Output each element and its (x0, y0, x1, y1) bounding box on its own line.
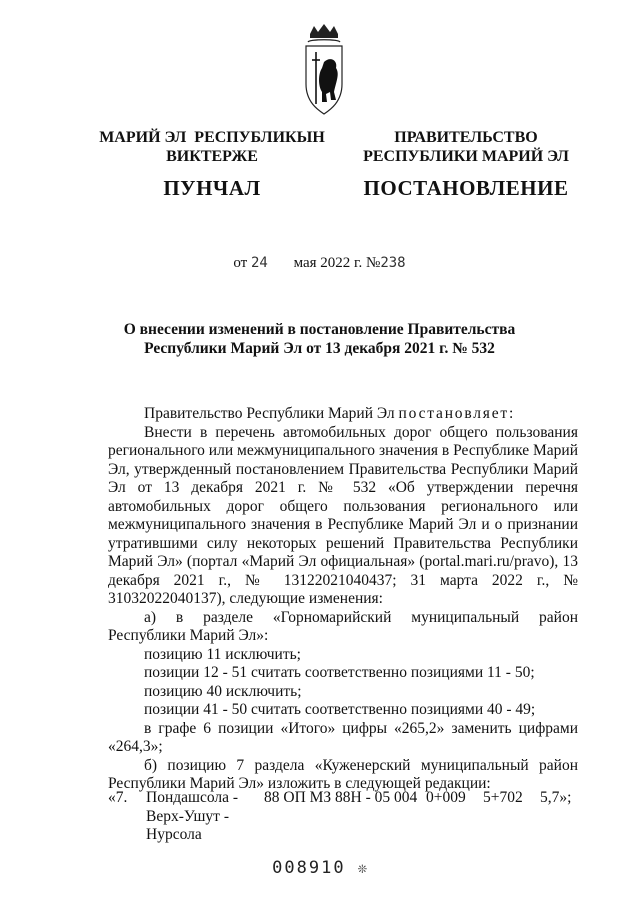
entry-length: 5,7»; (540, 789, 572, 806)
paragraph-a: а) в разделе «Горномарийский муниципальный район Республики Марий Эл»: (108, 608, 578, 644)
title-line2: Республики Марий Эл от 13 декабря 2021 г. № 532 (144, 340, 495, 357)
entry-end-km: 5+702 (483, 789, 523, 806)
entry-name-line1: Пондашсола - (146, 789, 239, 806)
coat-of-arms-emblem (300, 22, 348, 118)
entry-road-name (146, 789, 238, 845)
date-day: 24 (250, 255, 268, 271)
header-left-doc-type: ПУНЧАЛ (163, 176, 261, 200)
date-prefix: от (233, 255, 248, 271)
stamp-mark-icon: ❊ (357, 859, 367, 877)
paragraph-a2: позиции 12 - 51 считать соответственно позициями 11 - 50; (144, 664, 535, 681)
header-right-doc-type: ПОСТАНОВЛЕНИЕ (363, 176, 569, 200)
intro-spaced-word: постановляет: (398, 405, 516, 422)
header-left-line1: МАРИЙ ЭЛ РЕСПУБЛИКЫН (99, 129, 325, 146)
date-month-year: мая 2022 г. № (293, 255, 381, 271)
entry-start-km: 0+009 (426, 789, 466, 806)
header-right (326, 128, 606, 201)
serial-number: 008910 (272, 858, 346, 878)
paragraph-main: Внести в перечень автомобильных дорог общего пользования регионального или межмуниципального значения в Республике Марий Эл, утвержденный постановлением Правительства Республики Марий Эл от 13 декабря 2021 г. № 532 «Об утверждении перечня автомобильных дорог общего пользования регионального или межмуниципального значения в Республике Марий Эл и о признании утратившими силу некоторых решений Правительства Республики Марий Эл» (портал «Марий Эл официальная» (portal.mari.ru/pravo), 13 декабря 2021 г., № 13122021040437; 31 марта 2022 г., № 31032022040137), следующие изменения: (108, 423, 578, 607)
document-body (108, 405, 578, 794)
entry-name-line3: Нурсола (146, 826, 202, 843)
entry-name-line2: Верх-Ушут - (146, 807, 229, 825)
paragraph-a4: позиции 41 - 50 считать соответственно позициями 40 - 49; (144, 701, 536, 718)
document-number: 238 (380, 255, 406, 271)
header-left-line2: ВИКТЕРЖЕ (166, 148, 258, 165)
paragraph-a5: в графе 6 позиции «Итого» цифры «265,2» заменить цифрами «264,3»; (108, 719, 578, 755)
serial-stamp (0, 858, 639, 878)
intro-paragraph (108, 405, 578, 424)
paragraph-a1: позицию 11 исключить; (144, 645, 301, 663)
paragraph-b: б) позицию 7 раздела «Куженерский муниципальный район Республики Марий Эл» изложить в следующей редакции: (108, 756, 578, 792)
header-right-line2: РЕСПУБЛИКИ МАРИЙ ЭЛ (363, 148, 569, 165)
document-date (0, 255, 639, 272)
title-line1: О внесении изменений в постановление Правительства (123, 321, 516, 338)
intro-text: Правительство Республики Марий Эл (144, 405, 399, 422)
document-title (0, 320, 639, 358)
entry-number: «7. (108, 789, 128, 806)
paragraph-a3: позицию 40 исключить; (144, 682, 302, 700)
entry-road-code: 88 ОП МЗ 88Н - 05 004 (264, 789, 418, 806)
header-right-line1: ПРАВИТЕЛЬСТВО (394, 129, 538, 146)
header-left (72, 128, 352, 201)
